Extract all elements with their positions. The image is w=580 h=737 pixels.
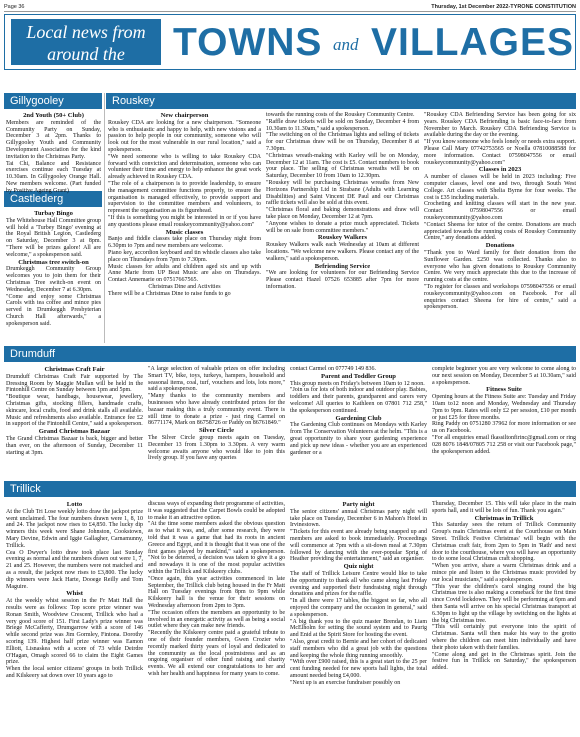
paragraph: This Saturday sees the return of Trillick Community Group's main Christmas event at the Courthouse on Main Street. Trillick Festive Christmas' will begin with the Christmas craft fair, from 2pm to 5pm in 'Rath' and next door to the courthouse, where you will have an opportunity to do some local Christmas craft shopping. (432, 522, 576, 563)
drumduff-column-2 (148, 366, 285, 478)
headline: Gardening Club (335, 414, 382, 422)
paragraph: The Gardening Club continues on Mondays with Karley from The Conservation Volunteers at the helm. "This is a great opportunity to share your gardening experience and pick up new ideas - whether you are an experienced gardener or a (290, 422, 427, 456)
trillick-column-3 (290, 501, 427, 734)
page-number: Page 36 (4, 3, 25, 10)
section-gillygooley: Gillygooley (4, 93, 102, 109)
headline: Parent and Toddler Group (321, 372, 396, 380)
gillygooley-column (6, 112, 101, 194)
paragraph: "With over £900 raised, this is a great start to the 25 per cent funding needed for new sports hall lights, the total amount needed being £4,000. (290, 659, 427, 679)
paragraph: A number of classes will be held in 2023 including: Five computer classes, level one and two, through South West College. Art classes with Shelia Byrne for four weeks. The cost is £35 including materials. (424, 174, 576, 201)
paragraph: The Grand Christmas Bazaar is back, bigger and better than ever, on the afternoon of Sunday, December 11 starting at 3pm. (6, 435, 143, 456)
paragraph: contact Carmel on 077749 149 836. (290, 366, 376, 372)
paragraph: "Rouskey CDA Befriending Service has been going for six years. Rouskey CDA Befriending is basic face-to-face from November to March. Rouskey CDA Befriending Service is available during the day or the evening. (424, 112, 576, 139)
section-banner (4, 14, 576, 70)
headline: Donations (485, 242, 515, 250)
paragraph: "A large selection of valuable prizes on offer including Smart TV, bike, toys, turkeys, hampers, household and seasonal items, coal, turf, vouchers and lots, lots more," said a spokesperson. (148, 366, 285, 393)
paragraph: "For all enquiries email fkassiltonfirinc@gmail.com or ring 028 8076 1848/07805 712 258 or visit our Facebook page," the spokesperson added. (432, 434, 576, 455)
paragraph: Drumduff Christmas Craft Fair supported by The Dressing Room by Maggie Mullan will be held in the Fintonhill Centre on Sunday between 1pm and 5pm. (6, 373, 143, 394)
banner-villages: VILLAGES (371, 21, 575, 64)
rouskey-column-3 (424, 112, 576, 344)
paragraph: "Thank you to Ward family for their donation from the Sunflower Garden. £250 was collected. Thanks also to everyone who has given donations to Rouskey Community Centre. We very much appreciate this due to the increase of running costs at the centre. (424, 249, 576, 284)
paragraph: "Next up is an exercise fundraiser possibly on (290, 679, 401, 686)
headline: Fitness Suite (486, 386, 522, 394)
paragraph: Members are reminded of the Community Party on Sunday, December 3 at 2pm. Thanks to Gillygooley Youth and Community Development Association for the kind invitation to the Christmas Party. (6, 119, 101, 160)
paragraph: Opening hours at the Fitness Suite are: Tuesday and Friday 10am to12 noon and Monday, Wednesday and Thursday 7pm to 9pm. Rates will only £2 per session, £10 per month or just £25 for three months. (432, 394, 576, 421)
paragraph: towards the running costs of the Rouskey Community Centre. (266, 112, 415, 118)
paragraph: "Join us for lots of both indoor and outdoor play. Babies, toddlers and their parents, grandparent and carers very welcome! All queries to Kathleen on 07801 712 258," the spokesperson continued. (290, 387, 427, 414)
paragraph: discuss ways of expanding their programme of activities, it was suggested that the Carpet Bowls could be adopted to make it an attractive option. (148, 501, 285, 521)
paragraph: Ring Paddy on 0751280 37962 for more information or see us on Facebook. (432, 421, 576, 435)
rouskey-column-2 (266, 112, 419, 344)
paragraph: "A big thank you to the quiz master Brendan, to Liam McElholm for setting the sound system and to Paurig and Enid at the Spirit Store for hosting the event. (290, 618, 427, 639)
paragraph: "Raffle draw tickets will be sold on Sunday, December 4 from 10.30am to 11.30am," said a spokesperson. (266, 118, 419, 132)
paragraph: Thursday, December 15. This will take place in the main sports hall, and it will be lots of fun. Thank you again." (432, 501, 576, 514)
section-trillick: Trillick (4, 481, 576, 497)
paragraph: "The role of a chairperson is to provide leadership, to ensure the management committee functions properly, to ensure the organisation is managed effectively, to provide support and supervision to the committee members and volunteers, to represent the organisation as its figurehead. (108, 180, 261, 215)
date-line: Thursday, 1st December 2022-TYRONE CONSTITUTION (431, 3, 576, 10)
headline: Whist (66, 590, 83, 598)
paragraph: Banjo and fiddle classes take place on Thursday night from 6.30pm to 7pm and new members are welcome. (108, 236, 261, 250)
paragraph: The staff of Trillick Leisure Centre would like to take the opportunity to thank all who came along last Friday evening and supported their fundraising night through donations and prizes for the raffle. (290, 570, 427, 598)
paragraph: The Silver Circle group meets again on Tuesday, December 13 from 1.30pm to 3.30pm. A very warm welcome awaits anyone who would like to join this lively group. If you have any queries (148, 434, 285, 462)
paragraph: Drumkeggh Community Group welcomes you to join them for their Christmas Tree switch-on event on Wednesday, December 7 at 6.30pm. (6, 266, 101, 293)
paragraph: The senior citizens' annual Christmas party night will take place on Tuesday, December 6 in Mahon's Hotel in Irvinestown. (290, 508, 427, 529)
headline: New chairperson (160, 112, 209, 119)
paragraph: "Tickets for this event are already being snapped up and members are asked to book immediately. Proceedings will commence at 7pm with a sit-down meal at 7.30pm followed by dancing with the ever-popular Sprig of Heather providing the entertainment," said an organiser. (290, 529, 427, 563)
paragraph: "In all there were 17 tables, the biggest so far, who all enjoyed the company and the occasion in general," said a spokesperson. (290, 598, 427, 618)
paragraph: "Many thanks to the community members and businesses who have already contributed prizes for the bazaar making this a truly community event. There is still time to donate a prize - just ring Carmel on 86771174, Mark on 86758726 or Paddy on 86761849." (148, 393, 285, 427)
paragraph: At the weekly whist session in the Fr Matt Hall the results were as follows: Top score prize winner was Ronan Smith, Woodview Crescent, Trillick who had a very good score of 151. First Lady's prize winner was Briege McCafferty, Drumgarrow with a score of 146 while second prize was Jim Gormley, Fintona. Dorothy scoring 139. Highest half prize winner was Eamon Elliott, Lisnaskea with a score of 73 while Deirdre O'Hagan, Omagh scored 66 to claim the Eight Games prize. (6, 598, 143, 666)
section-drumduff: Drumduff (4, 346, 576, 362)
paragraph: Christmas Dine and Activities (148, 283, 221, 290)
headline: Quiz night (343, 563, 374, 571)
paragraph: "This year the children's carol singing round the big Christmas tree is also making a comeback for the first time since Covid lockdown. They will be performing at 6pm and then Santa will arrive on his special Christmas transport at 6.30pm to light up the village by switching on the lights at the big Christmas tree. (432, 583, 576, 624)
paragraph: Tai Chi, Balance and Resistance exercises continue each Tuesday at 10.30am. In Gillygooley Orange Hall. New members welcome. (Part funded by Positive Ageing Grant) (6, 160, 101, 194)
paragraph: "Rouskey will be purchasing Christmas wreaths from New Horizons Partnership Ltd in Strabane (Adults with Learning Disabilities) and Saint Vincent DE Paul and our Christmas raffle tickets will also be sold at this event. (266, 179, 419, 207)
paragraph: Crocheting and knitting classes will start in the new year. Contact 07598047556 or email rouskeycommunity@yahoo.com (424, 201, 576, 221)
headline: Christmas tree switch-on (18, 258, 89, 266)
paragraph: "Contact Sheena for tutor of the centre. Donations are much appreciated towards the running costs of Rouskey Community Centre," any donations added. (424, 221, 576, 242)
banner-tagline (11, 19, 161, 65)
paragraph: There will be a Christmas Dine to raise funds to go (108, 290, 231, 297)
headline: Classes in 2023 (478, 166, 522, 174)
trillick-column-1 (6, 501, 143, 734)
headline: 2nd Youth (50+ Club) (23, 112, 84, 119)
trillick-column-2 (148, 501, 285, 734)
banner-line-1: Local news from (26, 22, 146, 42)
castlederg-column (6, 210, 101, 342)
section-rouskey: Rouskey (106, 93, 576, 109)
paragraph: "Christmas wreath-making with Karley will be on Monday, December 12 at 11am. The cost is £5. Contact numbers to book your place. The selling of Christmas wreaths will be on Saturday, December 10 from 10am to 12.30pm. (266, 152, 419, 180)
paragraph: "If this is something you might be interested in or if you have any questions please email rouskeycommunity@yahoo.com" (108, 214, 261, 228)
paragraph: "Once again, this year activities commenced in late September, the Trillick club being housed in the Fr Matt Hall on Tuesday evenings from 8pm to 9pm while Kilskeery hall is the venue for their sessions on Wednesday afternoon from 2pm to 3pm. (148, 575, 285, 609)
trillick-column-4 (432, 501, 576, 734)
paragraph: When the local senior citizens' groups in both Trillick and Kilskeery sat down over 10 years ago to (6, 666, 143, 679)
paragraph: complete beginner you are very welcome to come along to our next session on Monday, December 5 at 10.30am," said a spokesperson. (432, 366, 576, 386)
paragraph: "Anyone wishes to donate a prize much appreciated. Tickets will be on sale from committee members." (266, 220, 419, 234)
paragraph: "Recently the Kilskeery centre paid a grateful tribute to one of their founder members, Gwen Crozier who recently marked thirty years of loyal and dedicated to the community as the local postmistress and as an ongoing organiser of other fund raising and charity events. We all extend our congratulations to her and wish her health and happiness for many years to come. (148, 630, 285, 677)
drumduff-column-4 (432, 366, 576, 478)
headline: Grand Christmas Bazaar (38, 428, 111, 436)
paragraph: "To register for classes and workshops 07598047556 or email rouskeycommunity@yahoo.com on Facebook. For all enquiries contact Sheena for hire of centre," said a spokesperson. (424, 283, 576, 311)
paragraph: "The switching on of the Christmas lights and selling of tickets for our Christmas draw will be on Thursday, December 8 at 7.30pm. (266, 132, 419, 152)
column-rule (104, 93, 105, 343)
paragraph: At the Club Tri Lose weekly lotto draw the jackpot prize went unclaimed. The four numbers drawn were 1, 8, 10 and 24. The jackpot now rises to £4,850. The lucky dip winners this week were Shane Johnston, Cookstown, Mary Devine, Edwin and Iggie Gallagher, Carnamunny, Trillick. (6, 508, 143, 549)
paragraph: Rouskey CDA are looking for a new chairperson. "Someone who is enthusiastic and happy to help, with new visions and a passion to help people in our community, someone who will look out for the most vulnerable in our rural location," said a spokesperson. (108, 119, 261, 153)
paragraph: Music classes for adults and children aged six and up with Anne Marie from UP Beat Music are also on Thursdays. Contact Annemarie on 07517667565. (108, 263, 261, 284)
headline: Turbay Bingo (34, 210, 73, 217)
paragraph: Rouskey Walkers walk each Wednesday at 10am at different locations. "We welcome new walkers. Please contact any of the walkers," said a spokesperson. (266, 242, 419, 262)
headline: Lotto (66, 501, 83, 508)
paragraph: Piano key, accordion keyboard and tin whistle classes also take place on Thursdays from 7pm to 7.30pm. (108, 249, 261, 263)
paragraph: This group meets on Friday's between 10am to 12 noon. (290, 380, 425, 387)
paragraph: "Come and enjoy some Christmas Carols with tea coffee and mince pies served in Drumkeggh Presbyterian Church Hall afterwards," a spokesperson said. (6, 293, 101, 327)
drumduff-column-1 (6, 366, 143, 478)
rouskey-column-1 (108, 112, 261, 344)
paragraph: "The occasion offers the members an opportunity to be involved in an energetic activity as well as being a social outlet where they can make new friends. (148, 609, 285, 630)
page-header (4, 2, 576, 12)
paragraph: "We are looking for volunteers for our Befriending Service Please contact Hazel 07526 653885 after 7pm for more information. (266, 270, 419, 290)
paragraph: "Also, great credit to Bernie and her cohort of dedicated staff members who did a great job with the questions and keeping the whole thing running smoothly. (290, 638, 427, 659)
headline: Party night (342, 501, 375, 508)
headline: Christmas in Trillick (474, 514, 534, 522)
paragraph: "Come along and get in the Christmas spirit. Join the festive fun in Trillick on Saturday," the spokesperson added. (432, 651, 576, 672)
headline: Music classes (165, 228, 204, 236)
paragraph: Cea O Dwyer's lotto draw took place last Sunday evening as normal and the numbers drawn out were 1, 7, 21 and 25. However, the numbers were not matched and as a result, the jackpot now rises to £3,800. The lucky dip winners were Jack Harte, Dooege Reilly and Tom Maguire. (6, 549, 143, 590)
drumduff-column-3 (290, 366, 427, 478)
paragraph: "We need someone who is willing to take Rouskey CDA forward with conviction and determination, someone who can volunteer their time and energy to help enhance the great work already achieved in Rouskey CDA. (108, 153, 261, 181)
paragraph: "This will certainly put everyone into the spirit of Christmas. Santa will then make his way to the grotto where the children can meet him individually and have their photo taken with their families. (432, 624, 576, 651)
headline: Befriending Service (314, 262, 371, 270)
paragraph: "Christmas floral and baking demonstrations and draw will take place on Monday, December 12 at 7pm. (266, 207, 419, 220)
headline: Rouskey Walkers (317, 234, 368, 242)
banner-and: and (333, 35, 359, 54)
headline: Christmas Craft Fair (44, 366, 105, 373)
paragraph: "Boutique wear, handbags, housewear, jewellery, Christmas gifts, stocking fillers, handmade crafts, skincare, local crafts, food and drink stalls all available. Music and refreshments also available. Entrance fee £2 in support of the Fintonhill Centre," said a spokesperson. (6, 394, 143, 428)
section-castlederg: Castlederg (4, 191, 102, 207)
headline: Silver Circle (198, 427, 235, 435)
paragraph: The Whitehouse Hall Committee group will hold a 'Turbey Bingo' evening at the Royal British Legion, Castlederg on Saturday, December 3 at 8pm. "There will be prizes galore! All are welcome," a spokesperson said. (6, 217, 101, 258)
paragraph: "When you arrive, share a warm Christmas drink and a mince pie and listen to the Christmas music provided by our local musicians," said a spokesperson. (432, 563, 576, 583)
paragraph: "If you know someone who feels lonely or needs extra support. Please Call Mary 07742753565 or Noella 07810088588 for more information. Contact 07598047556 or email rouskeycommunity@yahoo.com" (424, 139, 576, 166)
paragraph: "At the time some members asked the obvious question as to what it was, and, after some research, they were told that it was a game that had its roots in ancient Greece and Egypt, and it is thought that it was one of the first games played by mankind," said a spokesperson. "Not to be deterred, a decision was taken to give it a go and nowadays it is one of the most popular activities within the Trillick and Kilskeery clubs. (148, 521, 285, 575)
banner-line-2: around the (47, 44, 125, 64)
banner-towns: TOWNS (173, 21, 323, 64)
